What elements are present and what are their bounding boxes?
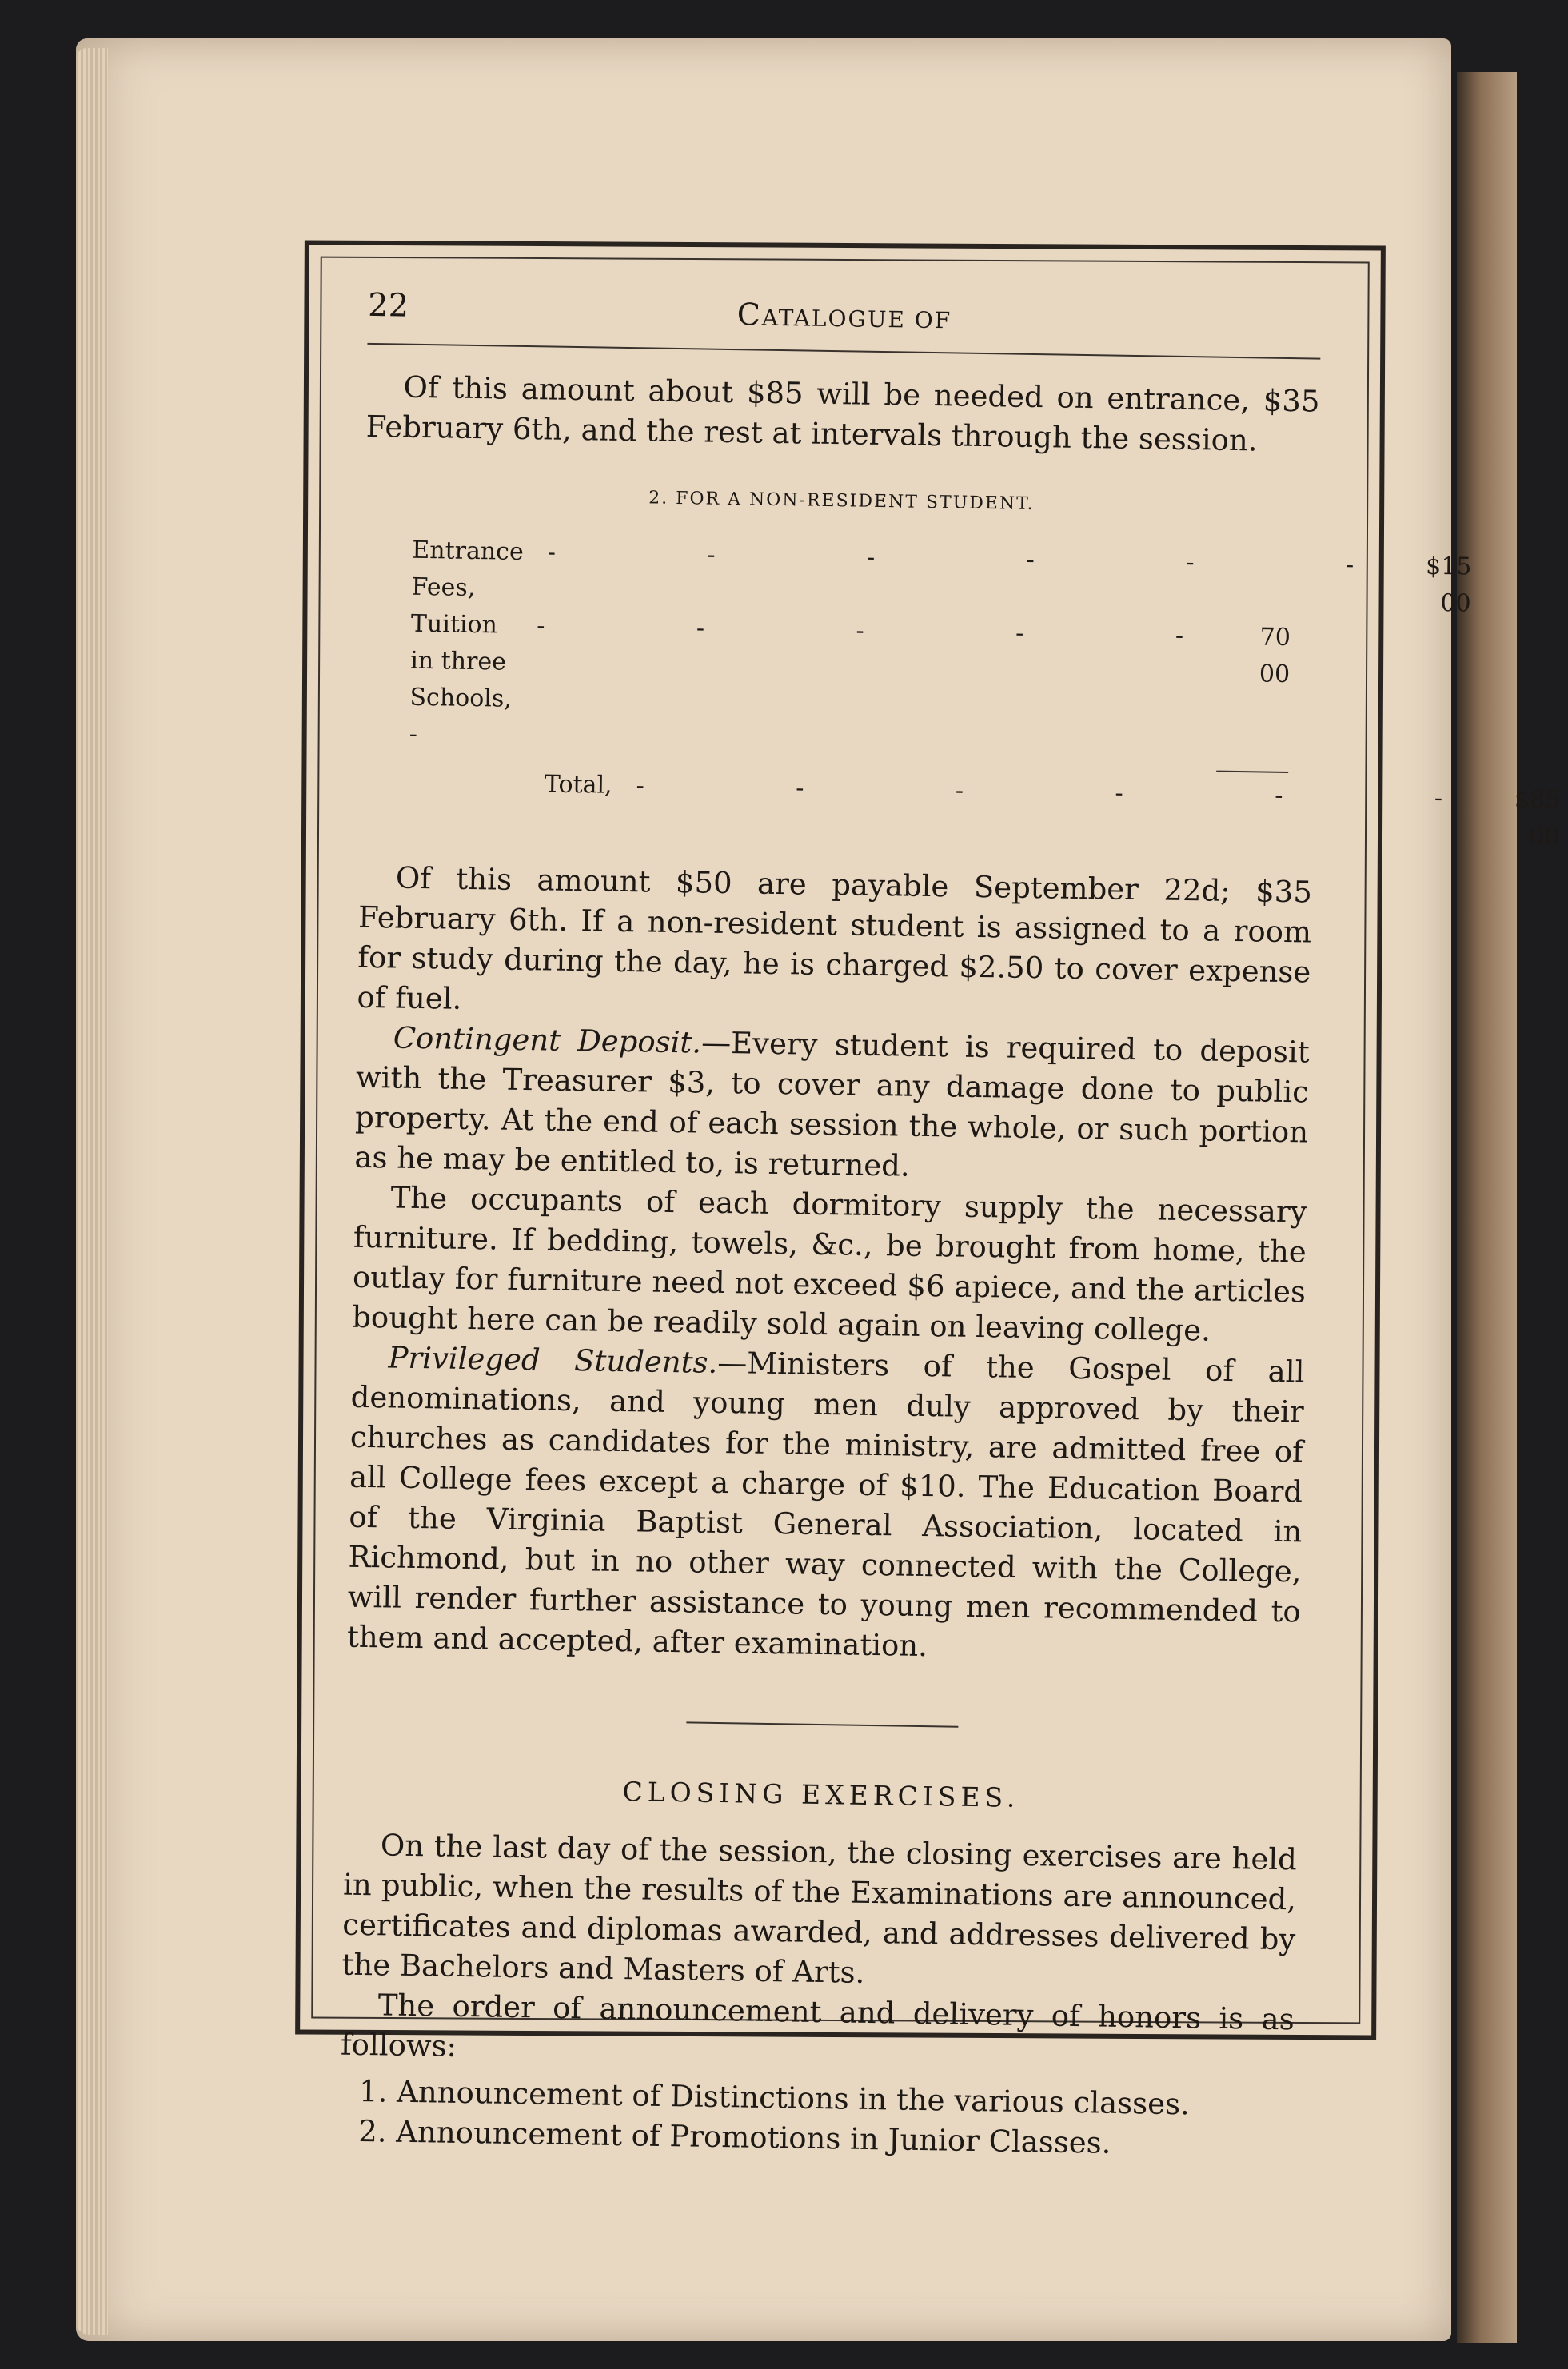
- running-title-initial: C: [736, 297, 763, 333]
- fee-row: [411, 532, 1472, 620]
- fee-row: [409, 606, 1291, 767]
- fee-label: Entrance Fees,: [411, 536, 525, 603]
- list-item: 2. Announcement of Promotions in Junior Classes.: [357, 2113, 1111, 2160]
- section-divider: [686, 1721, 958, 1727]
- contingent-deposit-title: Contingent Deposit.: [393, 1020, 702, 1060]
- fee-table: [408, 532, 1561, 851]
- closing-exercises-title: CLOSING EXERCISES.: [622, 1776, 1020, 1813]
- fee-total-label: Total,: [544, 770, 612, 800]
- paragraph-payments: Of this amount $50 are payable September 22d; $35 February 6th. If a non-resident student is assigned to a room for study during the day, he is charged $2.50 to cover expense of fuel.: [357, 860, 1313, 1016]
- facing-page-edge: [1457, 72, 1517, 2343]
- contingent-deposit-text: —Every student is required to deposit with the Treasurer $3, to cover any damage done to public property. At the end of each session the whole, or such portion as he may be entitled to, is returned.: [354, 1025, 1311, 1183]
- page-edges: [76, 48, 108, 2335]
- paragraph-order-of-honors: The order of announcement and delivery of honors is as follows:: [340, 1988, 1295, 2064]
- page-number: 22: [367, 286, 409, 325]
- privileged-students-text: —Ministers of the Gospel of all denominations, and young men duly approved by their churches as candidates for the ministry, are admitted free of all College fees except a charge of $10. The Education Board of the Virginia Baptist General Association, located in Richmond, but in no other way connected with the College, will render further assistance to young men recommended to them and accepted, after examination.: [346, 1345, 1305, 1664]
- page-content: [339, 285, 1561, 2166]
- paragraph-privileged-students: [347, 1338, 1305, 1673]
- privileged-students-title: Privileged Students.: [388, 1340, 718, 1380]
- page-frame: [295, 240, 1561, 2160]
- sum-rule: [1216, 771, 1288, 773]
- fee-leader: - - - - - -: [547, 538, 1426, 580]
- fee-amount: 70 00: [1259, 623, 1291, 689]
- fee-leader: - - - - -: [536, 612, 1256, 652]
- paragraph-contingent-deposit: [354, 1018, 1310, 1193]
- paragraph-furniture: The occupants of each dormitory supply the necessary furniture. If bedding, towels, &c., be brought from home, the outlay for furniture need not exceed $6 apiece, and the articles bought here can be readily sold again on leaving college.: [351, 1180, 1307, 1348]
- paragraph-closing-exercises: On the last day of the session, the closing exercises are held in public, when the results of the Examinations are announced, certificates and diplomas awarded, and addresses delivered by the Bachelors and Masters of Arts.: [341, 1828, 1298, 1990]
- non-resident-heading: 2. FOR A NON-RESIDENT STUDENT.: [648, 488, 1035, 515]
- running-title-rest: ATALOGUE OF: [761, 304, 952, 334]
- fee-total-amount: $85 00: [1514, 785, 1561, 851]
- fee-label: Tuition in three Schools, -: [409, 609, 513, 748]
- fee-amount: $15 00: [1425, 552, 1472, 618]
- paragraph-amount: Of this amount about $85 will be needed on entrance, $35 February 6th, and the rest at intervals through the session.: [365, 369, 1320, 458]
- list-item: 1. Announcement of Distinctions in the various classes.: [358, 2073, 1191, 2122]
- fee-total-row: [408, 764, 1561, 851]
- fee-leader: - - - - - -: [636, 772, 1515, 814]
